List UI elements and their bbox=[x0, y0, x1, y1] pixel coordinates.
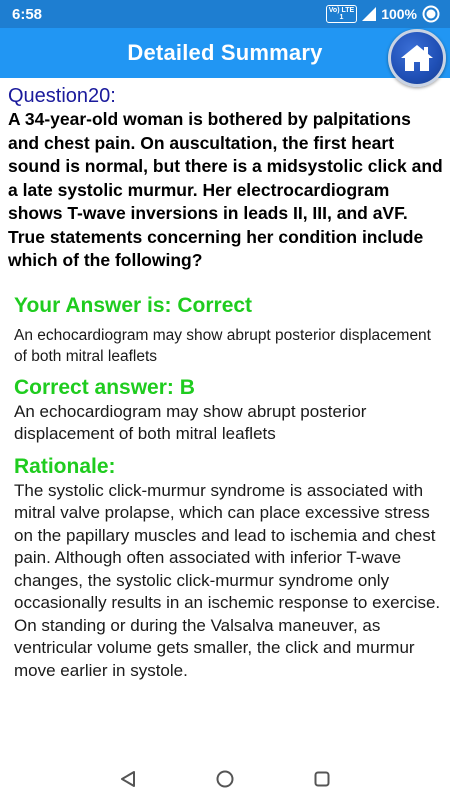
app-bar bbox=[0, 28, 450, 78]
rationale-text: The systolic click-murmur syndrome is associated with mitral valve prolapse, which can place excessive stress on the papillary muscles and lead to ischemia and chest pain. Although often associated with inferior T-wave changes, the systolic click-murmur syndrome only occasionally results in an ischemic response to exercise. On standing or during the Valsalva maneuver, as ventricular volume gets smaller, the click and murmur move earlier in systole. bbox=[14, 480, 441, 680]
recents-square-icon bbox=[313, 770, 331, 788]
rationale-heading: Rationale: bbox=[14, 454, 116, 478]
signal-icon bbox=[362, 7, 376, 21]
your-answer-heading: Your Answer is: Correct bbox=[14, 293, 253, 317]
correct-answer-heading: Correct answer: B bbox=[14, 375, 195, 399]
nav-recents-button[interactable] bbox=[302, 759, 342, 799]
page-title: Detailed Summary bbox=[127, 40, 323, 65]
home-icon bbox=[400, 43, 434, 73]
battery-percent: 100% bbox=[381, 6, 417, 22]
nav-back-button[interactable] bbox=[108, 759, 148, 799]
question-text: A 34-year-old woman is bothered by palpitations and chest pain. On auscultation, the first heart sound is normal, but there is a midsystolic click and a late systolic murmur. Her electrocardiogram shows T-wave inversions in leads II, III, and aVF. True statements concerning her condition include which of the following? bbox=[8, 109, 443, 270]
home-button[interactable] bbox=[388, 29, 446, 87]
summary-content bbox=[8, 84, 444, 682]
status-indicators bbox=[326, 5, 440, 23]
volte-badge-line1: Vo) LTE bbox=[328, 7, 355, 14]
back-triangle-icon bbox=[119, 770, 137, 788]
question-number: Question20: bbox=[8, 85, 116, 107]
status-bar bbox=[0, 0, 450, 28]
volte-badge bbox=[326, 5, 357, 23]
status-time: 6:58 bbox=[12, 5, 43, 23]
your-answer-text: An echocardiogram may show abrupt posterior displacement of both mitral leaflets bbox=[14, 326, 431, 365]
volte-badge-line2: 1 bbox=[339, 14, 344, 21]
battery-icon bbox=[422, 5, 440, 23]
home-circle-icon bbox=[215, 769, 235, 789]
nav-home-button[interactable] bbox=[205, 759, 245, 799]
navigation-bar bbox=[0, 757, 450, 800]
correct-answer-text: An echocardiogram may show abrupt posterior displacement of both mitral leaflets bbox=[14, 401, 367, 443]
